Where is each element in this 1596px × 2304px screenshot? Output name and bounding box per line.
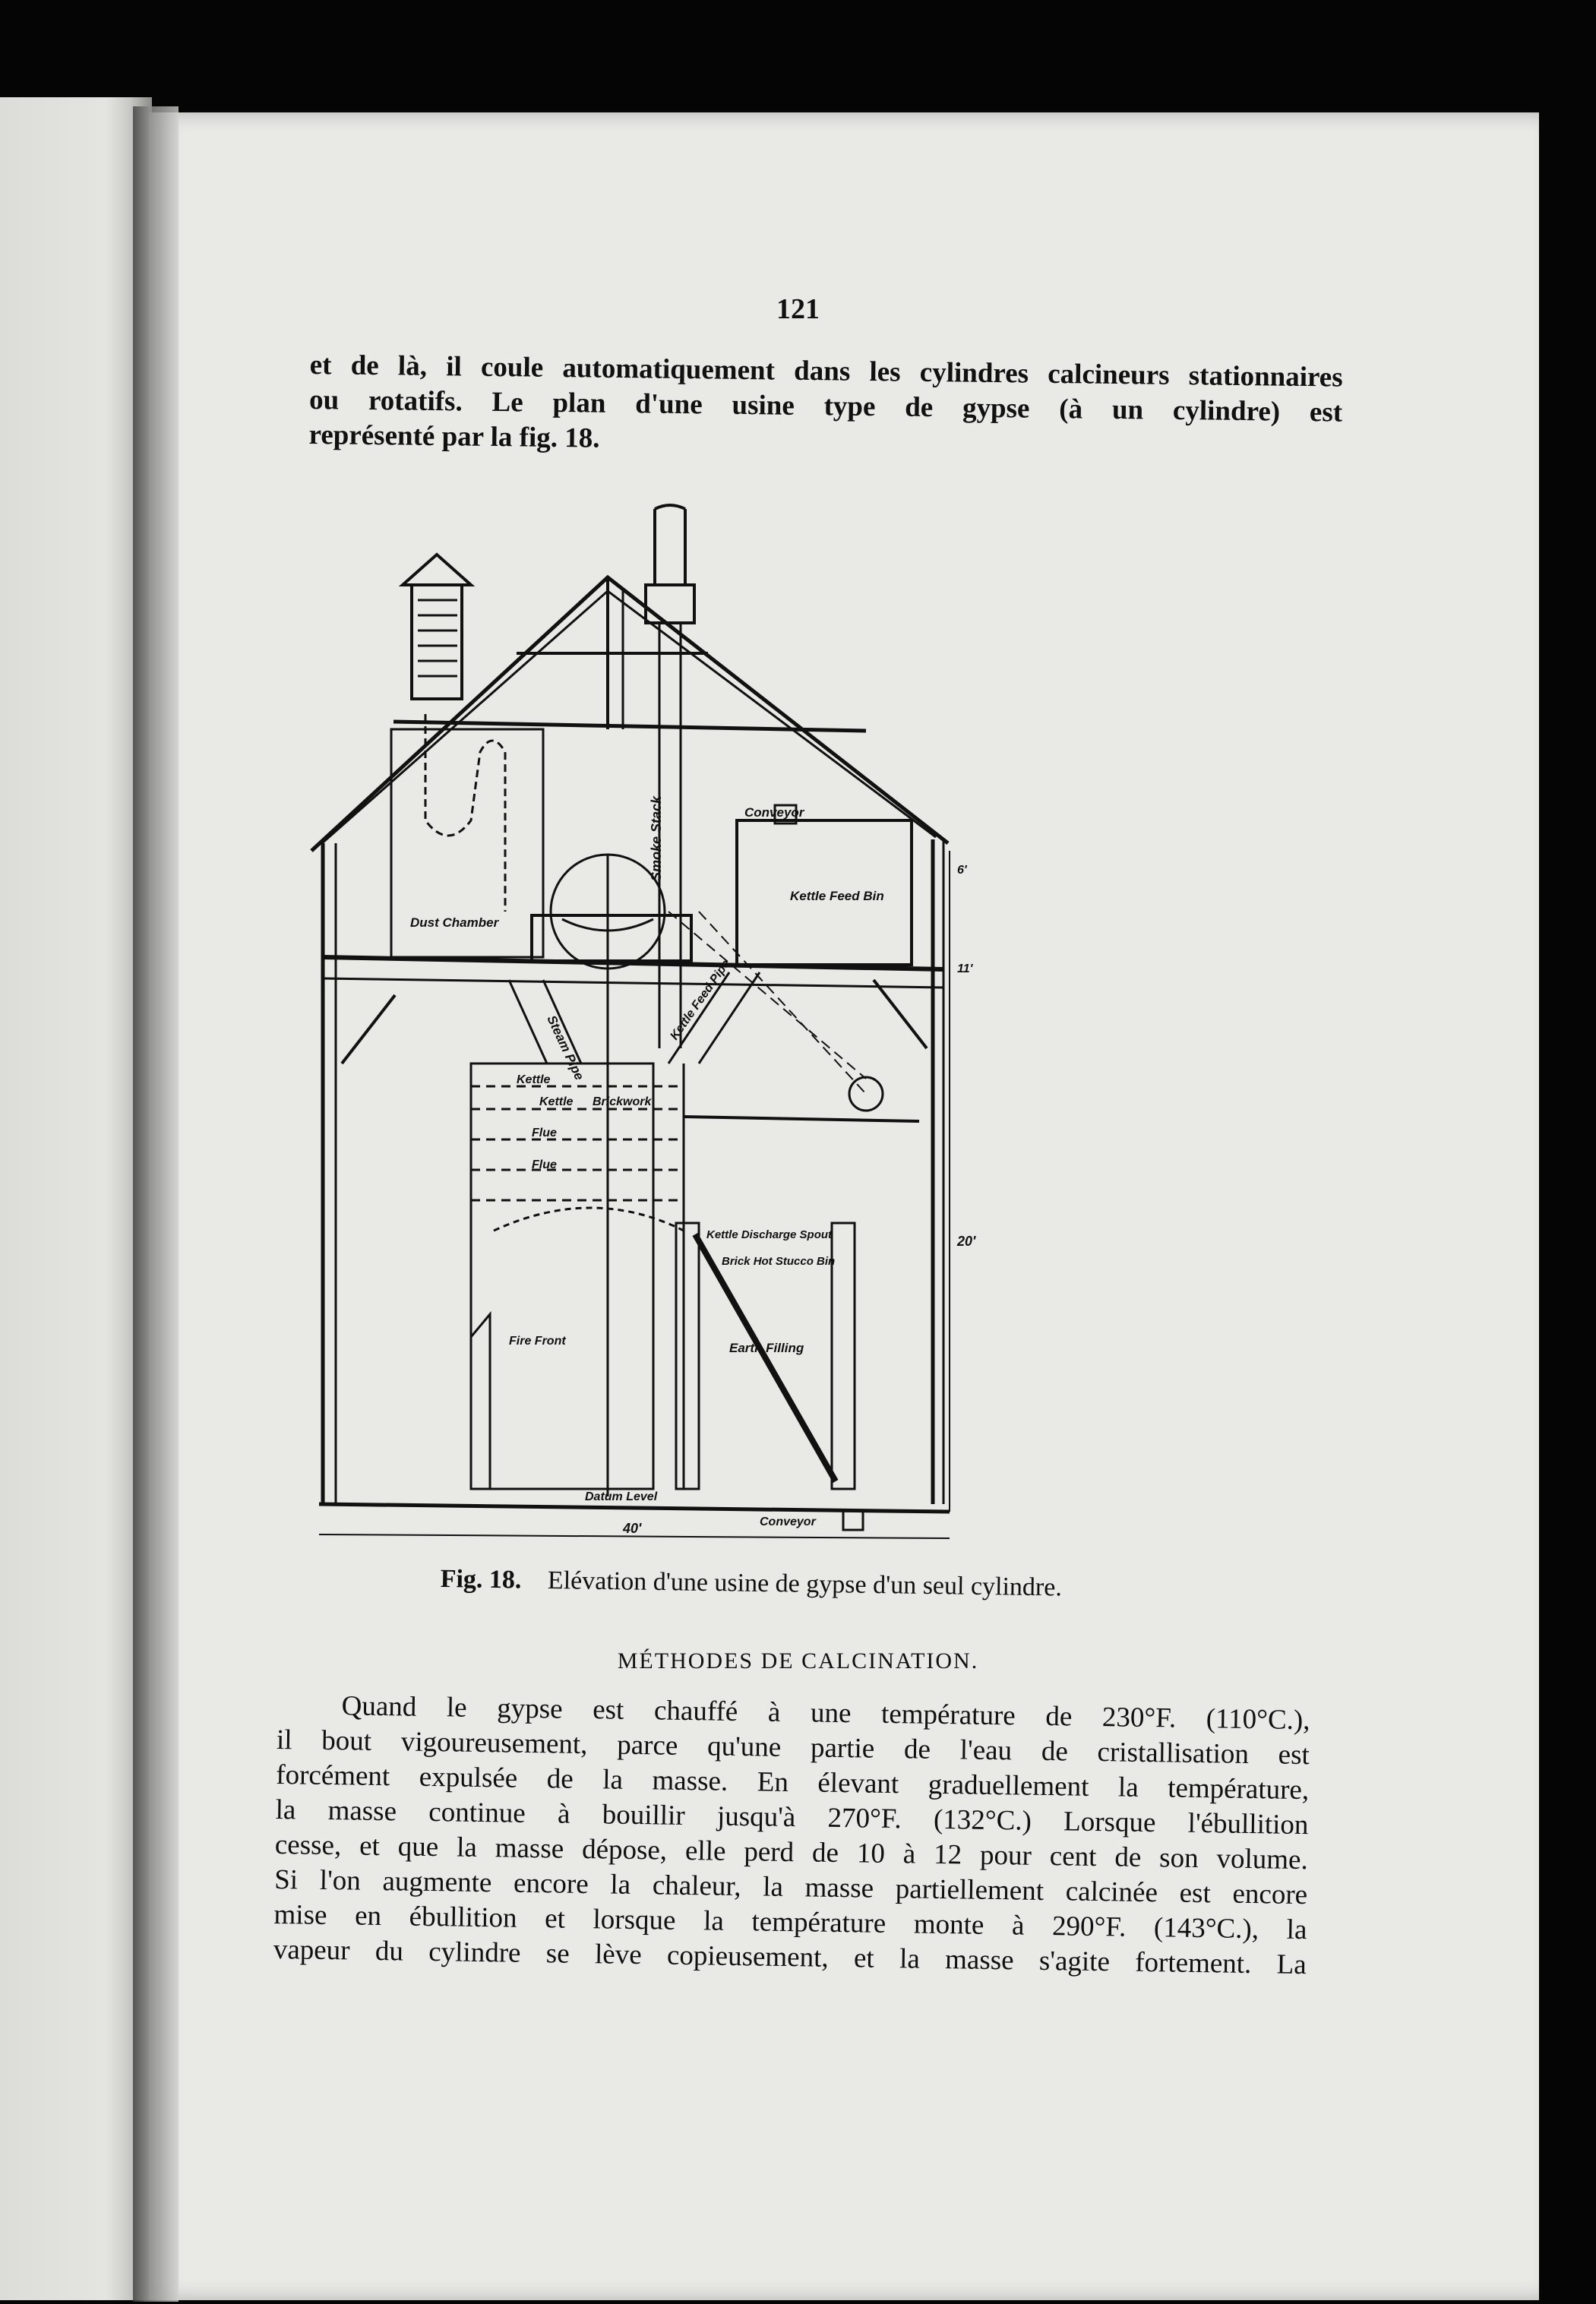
label-earth-filling: Earth Filling [729,1341,804,1355]
body-line: il bout vigoureusement, parce qu'une partie de l'eau de cristallisation est [276,1724,1310,1771]
label-kettle-1: Kettle [517,1073,551,1086]
plant-elevation-svg [289,486,1345,1565]
label-datum-level: Datum Level [585,1490,658,1503]
building-outline [311,505,950,1538]
label-kettle-discharge-spout: Kettle Discharge Spout [706,1228,833,1241]
figure-18-elevation-drawing [289,486,1345,1565]
facing-page-edge [0,97,152,2300]
section-heading: MÉTHODES DE CALCINATION. [617,1648,979,1673]
intro-paragraph [308,348,1343,466]
figure-labels [410,795,976,1536]
body-line: Si l'on augmente encore la chaleur, la masse partiellement calcinée est encore [273,1863,1308,1911]
body-line: vapeur du cylindre se lève copieusement, et la masse s'agite fortement. La [273,1933,1307,1981]
page-gutter [133,106,179,2302]
label-kettle-feed-bin: Kettle Feed Bin [790,889,884,903]
label-conveyor-bottom: Conveyor [760,1515,816,1528]
label-brickwork: Brickwork [593,1095,652,1108]
body-line: mise en ébullition et lorsque la température monte à 290°F. (143°C.), la [273,1898,1307,1946]
body-line: Quand le gypse est chauffé à une température de 230°F. (110°C.), [341,1690,1310,1737]
dimension-height-mid: 11' [957,962,973,975]
dimension-width: 40' [623,1521,642,1536]
label-flue-2: Flue [532,1158,557,1171]
figure-label: Fig. 18. [440,1565,522,1594]
label-fire-front: Fire Front [509,1335,566,1348]
label-kettle-feed-pipe: Kettle Feed Pipe [668,957,733,1043]
label-smoke-stack: Smoke Stack [649,795,664,881]
intro-line: ou rotatifs. Le plan d'une usine type de gypse (à un cylindre) est [308,384,1343,428]
dimension-height-top: 6' [957,864,967,877]
body-line: cesse, et que la masse dépose, elle perd de 10 à 12 pour cent de son volume. [274,1828,1309,1876]
label-steam-pipe: Steam Pipe [544,1013,587,1082]
label-dust-chamber: Dust Chamber [410,915,499,930]
intro-line: et de là, il coule automatiquement dans les cylindres calcineurs stationnaires [309,349,1343,393]
label-brick-hot-stucco-bin: Brick Hot Stucco Bin [722,1255,836,1268]
body-paragraph [273,1688,1310,1983]
body-line: la masse continue à bouillir jusqu'à 270°F. (132°C.) Lorsque l'ébullition [275,1794,1309,1841]
intro-line: représenté par la fig. 18. [308,419,600,454]
label-kettle-2: Kettle [539,1095,574,1108]
page-number: 121 [776,293,820,325]
label-flue-1: Flue [532,1127,557,1139]
label-conveyor-top: Conveyor [744,805,804,820]
dimension-height-main: 20' [957,1234,976,1249]
figure-caption-text: Elévation d'une usine de gypse d'un seul cylindre. [547,1566,1063,1602]
body-line: forcément expulsée de la masse. En élevant graduellement la température, [275,1759,1310,1806]
